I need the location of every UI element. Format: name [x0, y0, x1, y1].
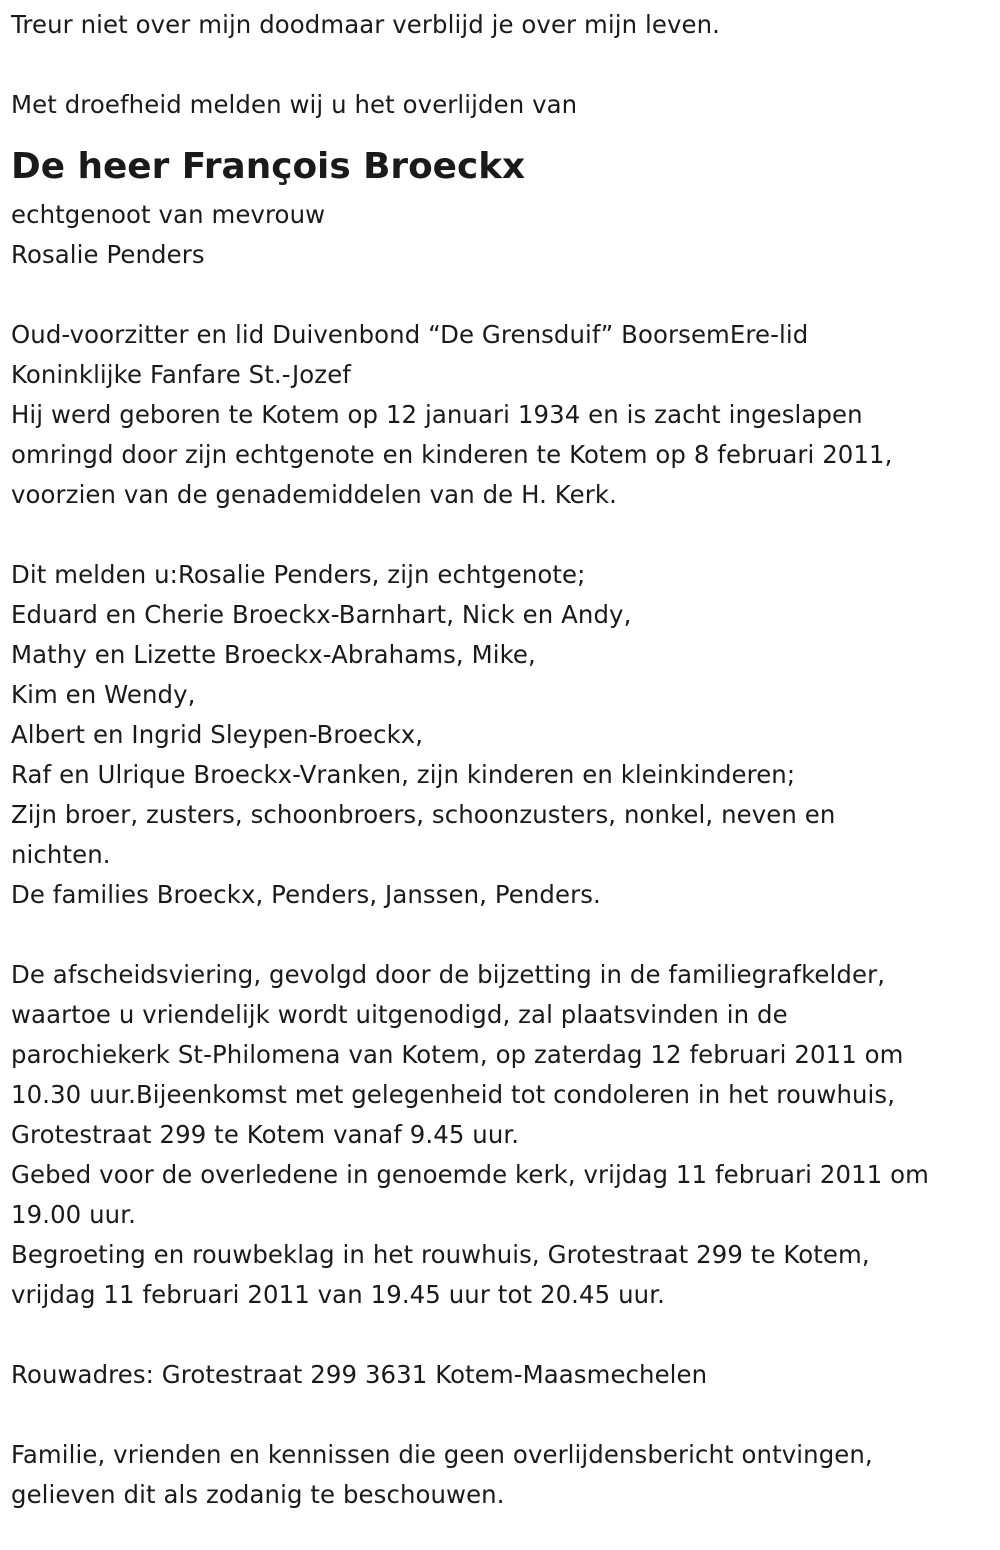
- spacer: [11, 275, 996, 315]
- biography-section: [11, 315, 996, 515]
- spouse-line: echtgenoot van mevrouw: [11, 200, 326, 229]
- spacer: [11, 45, 996, 85]
- family-section: [11, 555, 996, 915]
- closing-section: [11, 1435, 996, 1515]
- mourning-address: Rouwadres: Grotestraat 299 3631 Kotem-Maasmechelen: [11, 1360, 708, 1389]
- family-line: Mathy en Lizette Broeckx-Abrahams, Mike,: [11, 640, 536, 669]
- ceremony-line: parochiekerk St-Philomena van Kotem, op zaterdag 12 februari 2011 om: [11, 1040, 904, 1069]
- biography-line: Koninklijke Fanfare St.-Jozef: [11, 360, 351, 389]
- ceremony-line: 10.30 uur.Bijeenkomst met gelegenheid tot condoleren in het rouwhuis,: [11, 1080, 896, 1109]
- ceremony-line: Gebed voor de overledene in genoemde kerk, vrijdag 11 februari 2011 om: [11, 1160, 930, 1189]
- family-line: Zijn broer, zusters, schoonbroers, schoonzusters, nonkel, neven en: [11, 800, 836, 829]
- closing-line: Familie, vrienden en kennissen die geen overlijdensbericht ontvingen,: [11, 1440, 873, 1469]
- biography-line: voorzien van de genademiddelen van de H. Kerk.: [11, 480, 617, 509]
- closing-line: gelieven dit als zodanig te beschouwen.: [11, 1480, 505, 1509]
- family-line: Kim en Wendy,: [11, 680, 196, 709]
- biography-line: Hij werd geboren te Kotem op 12 januari 1934 en is zacht ingeslapen: [11, 400, 863, 429]
- deceased-name: De heer François Broeckx: [11, 146, 526, 187]
- ceremony-section: [11, 955, 996, 1315]
- family-line: nichten.: [11, 840, 111, 869]
- obituary-document: [11, 5, 996, 1515]
- family-line: Eduard en Cherie Broeckx-Barnhart, Nick en Andy,: [11, 600, 632, 629]
- biography-line: omringd door zijn echtgenote en kinderen te Kotem op 8 februari 2011,: [11, 440, 893, 469]
- ceremony-line: Grotestraat 299 te Kotem vanaf 9.45 uur.: [11, 1120, 520, 1149]
- ceremony-line: De afscheidsviering, gevolgd door de bijzetting in de familiegrafkelder,: [11, 960, 886, 989]
- family-line: Albert en Ingrid Sleypen-Broeckx,: [11, 720, 424, 749]
- opening-quote: Treur niet over mijn doodmaar verblijd je over mijn leven.: [11, 10, 721, 39]
- spacer: [11, 515, 996, 555]
- spacer: [11, 915, 996, 955]
- family-line: Raf en Ulrique Broeckx-Vranken, zijn kinderen en kleinkinderen;: [11, 760, 796, 789]
- announcement-text: Met droefheid melden wij u het overlijden van: [11, 90, 578, 119]
- family-line: De families Broeckx, Penders, Janssen, Penders.: [11, 880, 601, 909]
- spacer: [11, 1315, 996, 1355]
- ceremony-line: waartoe u vriendelijk wordt uitgenodigd, zal plaatsvinden in de: [11, 1000, 788, 1029]
- spouse-name-line: Rosalie Penders: [11, 240, 205, 269]
- ceremony-line: vrijdag 11 februari 2011 van 19.45 uur tot 20.45 uur.: [11, 1280, 665, 1309]
- spacer: [11, 1395, 996, 1435]
- family-line: Dit melden u:Rosalie Penders, zijn echtgenote;: [11, 560, 586, 589]
- biography-line: Oud-voorzitter en lid Duivenbond “De Grensduif” BoorsemEre-lid: [11, 320, 809, 349]
- ceremony-line: 19.00 uur.: [11, 1200, 136, 1229]
- ceremony-line: Begroeting en rouwbeklag in het rouwhuis, Grotestraat 299 te Kotem,: [11, 1240, 870, 1269]
